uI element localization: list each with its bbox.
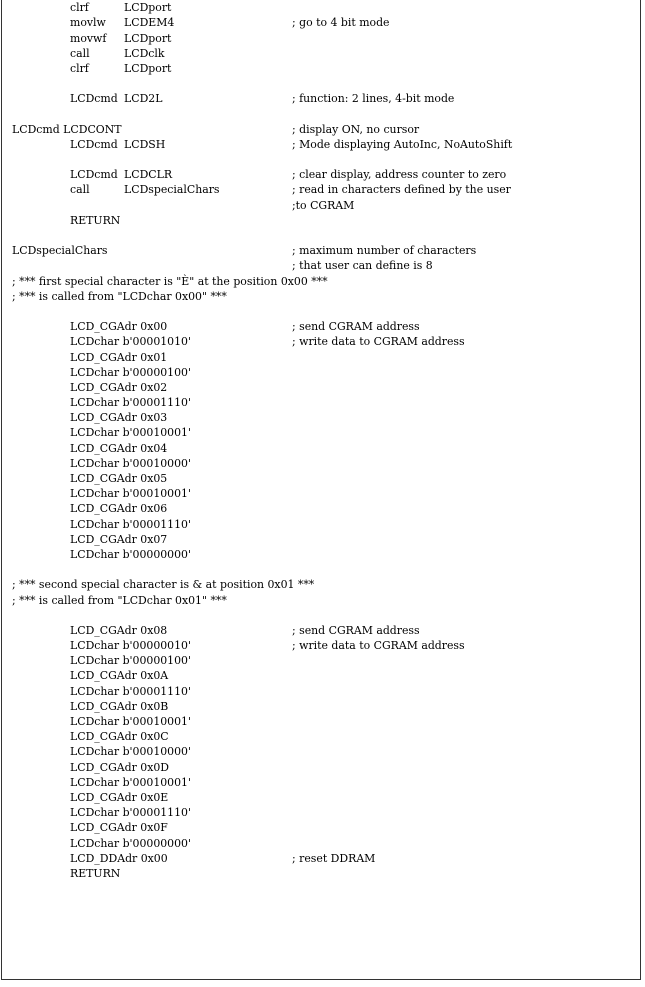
line-instruction: clrf <box>70 1 89 15</box>
code-line <box>12 290 642 305</box>
code-line <box>12 229 642 244</box>
line-instruction: LCDchar b'00001110' <box>70 806 191 820</box>
code-line <box>12 639 642 654</box>
code-line <box>12 168 642 183</box>
code-line <box>12 381 642 396</box>
code-line <box>12 259 642 274</box>
line-comment: ; go to 4 bit mode <box>292 16 390 30</box>
line-instruction: RETURN <box>70 866 121 880</box>
line-instruction: LCD_CGAdr 0x00 <box>70 320 168 334</box>
code-line <box>12 366 642 381</box>
code-line <box>12 47 642 62</box>
code-line <box>12 730 642 745</box>
code-line <box>12 214 642 229</box>
line-instruction: LCDcmd <box>70 168 118 182</box>
line-comment: ; maximum number of characters <box>292 244 477 258</box>
code-line <box>12 351 642 366</box>
code-line <box>12 852 642 867</box>
code-line <box>12 594 642 609</box>
line-instruction: LCDchar b'00000010' <box>70 639 191 653</box>
line-instruction: LCD_CGAdr 0x05 <box>70 472 168 485</box>
code-line <box>12 244 642 259</box>
code-line <box>12 335 642 350</box>
line-instruction: LCDchar b'00001010' <box>70 335 191 349</box>
code-line <box>12 867 642 882</box>
line-comment: ;to CGRAM <box>292 198 355 212</box>
line-instruction: call <box>70 183 90 197</box>
code-line <box>12 578 642 593</box>
code-line <box>12 1 642 16</box>
line-instruction: LCD_CGAdr 0x07 <box>70 532 168 546</box>
line-instruction: LCDchar b'00010001' <box>70 715 191 728</box>
code-line <box>12 183 642 198</box>
code-line <box>12 320 642 335</box>
code-listing-frame <box>1 0 641 980</box>
code-line <box>12 396 642 411</box>
code-line <box>12 715 642 730</box>
line-comment: ; that user can define is 8 <box>292 259 433 273</box>
code-line <box>12 92 642 107</box>
code-line <box>12 669 642 684</box>
line-instruction: LCD_CGAdr 0x01 <box>70 350 168 364</box>
line-instruction: movlw <box>70 16 106 30</box>
line-operand: LCDSH <box>124 137 166 151</box>
line-instruction: clrf <box>70 61 89 75</box>
line-instruction: LCDchar b'00010000' <box>70 456 191 470</box>
code-line <box>12 108 642 123</box>
code-line <box>12 837 642 852</box>
code-line <box>12 305 642 320</box>
code-line <box>12 548 642 563</box>
line-instruction: LCDchar b'00000000' <box>70 836 191 850</box>
line-instruction: LCDchar b'00000000' <box>70 547 191 561</box>
line-instruction: call <box>70 46 90 60</box>
code-line <box>12 806 642 821</box>
code-line <box>12 138 642 153</box>
code-line <box>12 502 642 517</box>
code-line <box>12 776 642 791</box>
code-line <box>12 442 642 457</box>
line-operand: LCDspecialChars <box>124 183 220 197</box>
line-comment: ; write data to CGRAM address <box>292 335 465 349</box>
code-line <box>12 791 642 806</box>
code-line <box>12 472 642 487</box>
code-listing <box>12 0 642 882</box>
line-label: ; *** second special character is & at position 0x01 *** <box>12 578 315 592</box>
line-operand: LCDEM4 <box>124 16 175 30</box>
line-comment: ; reset DDRAM <box>292 851 376 865</box>
line-instruction: LCD_CGAdr 0x0F <box>70 821 168 835</box>
line-instruction: LCDchar b'00010000' <box>70 745 191 759</box>
line-instruction: LCDchar b'00001110' <box>70 517 191 531</box>
line-instruction: LCD_CGAdr 0x0E <box>70 790 169 804</box>
line-label: LCDspecialChars <box>12 244 108 258</box>
line-instruction: LCD_CGAdr 0x0B <box>70 699 169 713</box>
code-line <box>12 16 642 31</box>
line-instruction: LCDcmd <box>70 137 118 151</box>
line-operand: LCD2L <box>124 92 163 106</box>
line-operand: LCDport <box>124 31 172 45</box>
code-line <box>12 533 642 548</box>
line-comment: ; display ON, no cursor <box>292 122 420 136</box>
line-instruction: LCDchar b'00000100' <box>70 654 191 668</box>
line-operand: LCDCLR <box>124 168 173 182</box>
code-line <box>12 609 642 624</box>
code-line <box>12 685 642 700</box>
code-line <box>12 426 642 441</box>
code-line <box>12 32 642 47</box>
code-line <box>12 700 642 715</box>
code-line <box>12 821 642 836</box>
line-instruction: RETURN <box>70 213 121 227</box>
code-line <box>12 275 642 290</box>
line-comment: ; clear display, address counter to zero <box>292 168 507 182</box>
line-label: ; *** is called from "LCDchar 0x01" *** <box>12 593 227 607</box>
code-line <box>12 199 642 214</box>
code-line <box>12 518 642 533</box>
line-instruction: LCDchar b'00010001' <box>70 775 191 789</box>
line-label: LCDcmd LCDCONT <box>12 122 122 136</box>
code-line <box>12 411 642 426</box>
line-comment: ; function: 2 lines, 4-bit mode <box>292 92 455 106</box>
line-label: ; *** first special character is "È" at the position 0x00 *** <box>12 274 328 288</box>
line-operand: LCDclk <box>124 46 165 60</box>
line-instruction: LCDchar b'00010001' <box>70 487 191 501</box>
line-instruction: LCD_CGAdr 0x0C <box>70 730 169 744</box>
line-instruction: LCDcmd <box>70 92 118 106</box>
line-operand: LCDport <box>124 61 172 75</box>
line-instruction: movwf <box>70 31 107 45</box>
line-instruction: LCD_CGAdr 0x0D <box>70 760 170 774</box>
code-line <box>12 123 642 138</box>
line-comment: ; read in characters defined by the user <box>292 183 511 197</box>
line-operand: LCDport <box>124 1 172 15</box>
code-line <box>12 487 642 502</box>
line-instruction: LCDchar b'00001110' <box>70 684 191 698</box>
code-line <box>12 153 642 168</box>
line-instruction: LCD_CGAdr 0x08 <box>70 623 168 637</box>
line-comment: ; send CGRAM address <box>292 320 420 334</box>
line-instruction: LCDchar b'00001110' <box>70 396 191 410</box>
line-instruction: LCDchar b'00000100' <box>70 365 191 379</box>
code-line <box>12 62 642 77</box>
code-line <box>12 457 642 472</box>
code-line <box>12 654 642 669</box>
code-line <box>12 745 642 760</box>
line-instruction: LCD_CGAdr 0x04 <box>70 441 168 455</box>
line-instruction: LCD_CGAdr 0x03 <box>70 411 168 425</box>
line-label: ; *** is called from "LCDchar 0x00" *** <box>12 289 227 303</box>
line-instruction: LCD_CGAdr 0x02 <box>70 380 168 394</box>
code-line <box>12 77 642 92</box>
line-instruction: LCD_DDAdr 0x00 <box>70 851 168 865</box>
line-instruction: LCDchar b'00010001' <box>70 426 191 440</box>
line-comment: ; send CGRAM address <box>292 623 420 637</box>
line-instruction: LCD_CGAdr 0x06 <box>70 502 168 516</box>
line-comment: ; write data to CGRAM address <box>292 639 465 653</box>
code-line <box>12 563 642 578</box>
code-line <box>12 624 642 639</box>
line-instruction: LCD_CGAdr 0x0A <box>70 669 169 683</box>
line-comment: ; Mode displaying AutoInc, NoAutoShift <box>292 137 513 151</box>
code-line <box>12 761 642 776</box>
